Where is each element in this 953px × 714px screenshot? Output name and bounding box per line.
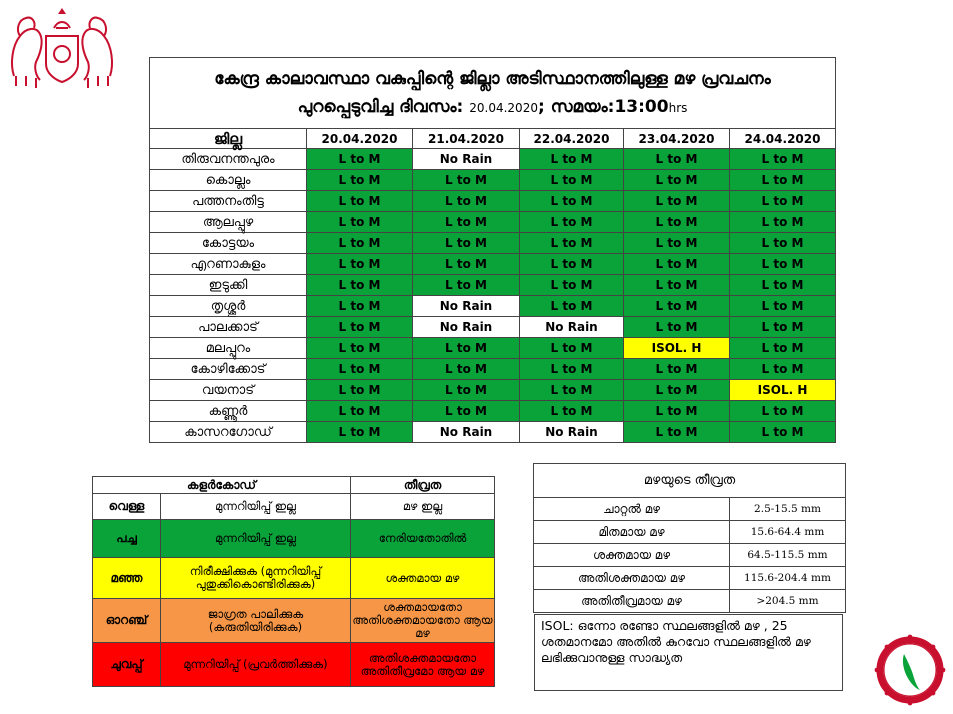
- forecast-cell: L to M: [730, 191, 836, 212]
- forecast-cell: L to M: [730, 401, 836, 422]
- forecast-row: [150, 149, 836, 170]
- district-name: എറണാകുളം: [150, 254, 307, 275]
- forecast-cell: L to M: [624, 422, 730, 443]
- forecast-cell: L to M: [520, 401, 624, 422]
- forecast-cell: L to M: [413, 401, 520, 422]
- issued-label: പുറപ്പെടുവിച്ച ദിവസം:: [297, 96, 464, 117]
- legend-row-red: [93, 643, 495, 687]
- date-header: 21.04.2020: [413, 129, 520, 149]
- intensity-label: മിതമായ മഴ: [534, 521, 730, 544]
- intensity-title: മഴയുടെ തീവ്രത: [534, 464, 846, 498]
- forecast-cell: L to M: [624, 296, 730, 317]
- forecast-cell: L to M: [520, 212, 624, 233]
- district-name: മലപ്പുറം: [150, 338, 307, 359]
- legend-color-name: മഞ്ഞ: [93, 558, 161, 599]
- forecast-cell: L to M: [413, 233, 520, 254]
- intensity-row: [534, 521, 846, 544]
- legend-intensity: നേരിയതോതിൽ: [351, 520, 495, 558]
- forecast-cell: L to M: [730, 338, 836, 359]
- legend-row-green: [93, 520, 495, 558]
- district-name: കാസറഗോഡ്: [150, 422, 307, 443]
- district-name: കൊല്ലം: [150, 170, 307, 191]
- district-name: തൃശ്ശൂർ: [150, 296, 307, 317]
- forecast-cell: L to M: [413, 338, 520, 359]
- time-unit: hrs: [668, 100, 688, 115]
- legend-row-yellow: [93, 558, 495, 599]
- district-name: കോട്ടയം: [150, 233, 307, 254]
- district-name: ഇടുക്കി: [150, 275, 307, 296]
- forecast-cell: No Rain: [520, 422, 624, 443]
- forecast-cell: L to M: [730, 275, 836, 296]
- forecast-cell: L to M: [520, 380, 624, 401]
- intensity-range: 64.5-115.5 mm: [730, 544, 846, 567]
- disaster-management-authority-logo-icon: [874, 634, 946, 706]
- forecast-cell: L to M: [413, 191, 520, 212]
- intensity-row: [534, 498, 846, 521]
- forecast-cell: L to M: [520, 338, 624, 359]
- forecast-cell: L to M: [307, 380, 413, 401]
- forecast-cell: L to M: [413, 170, 520, 191]
- forecast-cell: L to M: [307, 296, 413, 317]
- intensity-range: 2.5-15.5 mm: [730, 498, 846, 521]
- intensity-row: [534, 544, 846, 567]
- legend-meaning: മുന്നറിയിപ്പ് ഇല്ല: [161, 520, 351, 558]
- legend-color-name: ഓറഞ്ച്: [93, 599, 161, 643]
- forecast-cell: L to M: [413, 380, 520, 401]
- forecast-cell: L to M: [730, 149, 836, 170]
- time-value: 13:00: [614, 96, 669, 117]
- intensity-label: അതിശക്തമായ മഴ: [534, 567, 730, 590]
- forecast-row: [150, 296, 836, 317]
- forecast-row: [150, 422, 836, 443]
- intensity-row: [534, 590, 846, 613]
- forecast-row: [150, 275, 836, 296]
- forecast-cell: L to M: [624, 401, 730, 422]
- forecast-cell: ISOL. H: [624, 338, 730, 359]
- forecast-cell: L to M: [413, 254, 520, 275]
- district-column-header: ജില്ല: [150, 129, 307, 149]
- forecast-cell: L to M: [307, 212, 413, 233]
- forecast-cell: ISOL. H: [730, 380, 836, 401]
- forecast-cell: L to M: [307, 275, 413, 296]
- intensity-label: അതിതീവ്രമായ മഴ: [534, 590, 730, 613]
- legend-color-name: വെള്ള: [93, 494, 161, 520]
- forecast-cell: L to M: [307, 233, 413, 254]
- forecast-cell: L to M: [520, 191, 624, 212]
- forecast-cell: L to M: [520, 233, 624, 254]
- district-name: കോഴിക്കോട്: [150, 359, 307, 380]
- forecast-row: [150, 212, 836, 233]
- legend-intensity: മഴ ഇല്ല: [351, 494, 495, 520]
- legend-meaning: മുന്നറിയിപ്പ് (പ്രവർത്തിക്കുക): [161, 643, 351, 687]
- forecast-cell: No Rain: [413, 149, 520, 170]
- isol-note: ISOL: ഒന്നോ രണ്ടോ സ്ഥലങ്ങളിൽ മഴ , 25 ശതമാനമോ അതിൽ കുറവോ സ്ഥലങ്ങളിൽ മഴ ലഭിക്കുവാനുള്ള സാദ്ധ്യത: [534, 614, 843, 691]
- forecast-cell: L to M: [520, 254, 624, 275]
- intensity-range: 115.6-204.4 mm: [730, 567, 846, 590]
- forecast-cell: L to M: [624, 212, 730, 233]
- forecast-cell: L to M: [624, 170, 730, 191]
- forecast-cell: No Rain: [520, 317, 624, 338]
- legend-row-orange: [93, 599, 495, 643]
- forecast-cell: L to M: [413, 212, 520, 233]
- forecast-cell: L to M: [730, 317, 836, 338]
- forecast-cell: No Rain: [413, 422, 520, 443]
- intensity-range: >204.5 mm: [730, 590, 846, 613]
- forecast-cell: L to M: [730, 296, 836, 317]
- forecast-cell: No Rain: [413, 317, 520, 338]
- district-name: കണ്ണൂർ: [150, 401, 307, 422]
- legend-color-name: ചുവപ്പ്: [93, 643, 161, 687]
- forecast-cell: L to M: [520, 149, 624, 170]
- forecast-cell: L to M: [624, 380, 730, 401]
- forecast-cell: L to M: [624, 149, 730, 170]
- forecast-cell: L to M: [413, 275, 520, 296]
- forecast-title: കേന്ദ്ര കാലാവസ്ഥാ വകുപ്പിന്റെ ജില്ലാ അടിസ്ഥാനത്തിലുള്ള മഴ പ്രവചനം: [214, 68, 771, 89]
- legend-intensity: ശക്തമായതോ അതിശക്തമായതോ ആയ മഴ: [351, 599, 495, 643]
- forecast-row: [150, 233, 836, 254]
- forecast-cell: L to M: [730, 359, 836, 380]
- forecast-cell: L to M: [307, 254, 413, 275]
- date-header: 23.04.2020: [624, 129, 730, 149]
- date-header: 22.04.2020: [520, 129, 624, 149]
- issued-info: പുറപ്പെടുവിച്ച ദിവസം: 20.04.2020; സമയം:13:00hrs: [297, 96, 688, 117]
- intensity-label: ചാറ്റൽ മഴ: [534, 498, 730, 521]
- issued-date: 20.04.2020: [469, 100, 538, 115]
- forecast-row: [150, 317, 836, 338]
- forecast-cell: L to M: [624, 233, 730, 254]
- forecast-cell: L to M: [307, 401, 413, 422]
- forecast-header: [150, 58, 836, 129]
- forecast-row: [150, 338, 836, 359]
- forecast-row: [150, 254, 836, 275]
- forecast-cell: L to M: [730, 422, 836, 443]
- forecast-cell: L to M: [307, 422, 413, 443]
- kerala-state-emblem-icon: [6, 6, 118, 92]
- forecast-cell: L to M: [413, 359, 520, 380]
- forecast-cell: L to M: [624, 191, 730, 212]
- forecast-cell: L to M: [520, 170, 624, 191]
- legend-color-name: പച്ച: [93, 520, 161, 558]
- legend-meaning: നിരീക്ഷിക്കുക (മുന്നറിയിപ്പ് പുതുക്കികൊണ്ടിരിക്കുക): [161, 558, 351, 599]
- district-name: ആലപ്പുഴ: [150, 212, 307, 233]
- legend-row-white: [93, 494, 495, 520]
- forecast-cell: L to M: [624, 359, 730, 380]
- forecast-cell: L to M: [307, 149, 413, 170]
- forecast-cell: L to M: [520, 359, 624, 380]
- forecast-cell: L to M: [520, 275, 624, 296]
- forecast-cell: L to M: [307, 338, 413, 359]
- forecast-row: [150, 191, 836, 212]
- forecast-cell: L to M: [730, 170, 836, 191]
- legend-color-header: കളർകോഡ്: [93, 477, 351, 494]
- forecast-cell: L to M: [520, 296, 624, 317]
- legend-intensity-header: തീവ്രത: [351, 477, 495, 494]
- legend-intensity: ശക്തമായ മഴ: [351, 558, 495, 599]
- district-forecast-table: [149, 57, 836, 443]
- forecast-cell: L to M: [624, 317, 730, 338]
- date-header-row: [150, 129, 836, 149]
- intensity-range: 15.6-64.4 mm: [730, 521, 846, 544]
- legend-intensity: അതിശക്തമായതോ അതിതീവ്രമോ ആയ മഴ: [351, 643, 495, 687]
- legend-meaning: മുന്നറിയിപ്പ് ഇല്ല: [161, 494, 351, 520]
- forecast-cell: L to M: [624, 254, 730, 275]
- forecast-cell: L to M: [730, 254, 836, 275]
- date-header: 24.04.2020: [730, 129, 836, 149]
- forecast-cell: L to M: [307, 170, 413, 191]
- intensity-label: ശക്തമായ മഴ: [534, 544, 730, 567]
- district-name: പത്തനംതിട്ട: [150, 191, 307, 212]
- forecast-cell: L to M: [307, 359, 413, 380]
- forecast-row: [150, 359, 836, 380]
- color-code-legend: [92, 476, 495, 687]
- legend-header-row: [93, 477, 495, 494]
- intensity-row: [534, 567, 846, 590]
- forecast-cell: L to M: [624, 275, 730, 296]
- legend-meaning: ജാഗ്രത പാലിക്കുക (കരുതിയിരിക്കുക): [161, 599, 351, 643]
- district-name: പാലക്കാട്: [150, 317, 307, 338]
- forecast-cell: L to M: [307, 317, 413, 338]
- rain-intensity-table: [533, 463, 846, 613]
- district-name: വയനാട്: [150, 380, 307, 401]
- date-header: 20.04.2020: [307, 129, 413, 149]
- forecast-row: [150, 401, 836, 422]
- forecast-cell: L to M: [730, 233, 836, 254]
- forecast-cell: L to M: [307, 191, 413, 212]
- forecast-cell: No Rain: [413, 296, 520, 317]
- time-label: സമയം:: [550, 96, 615, 117]
- forecast-row: [150, 170, 836, 191]
- district-name: തിരുവനന്തപുരം: [150, 149, 307, 170]
- forecast-row: [150, 380, 836, 401]
- forecast-cell: L to M: [730, 212, 836, 233]
